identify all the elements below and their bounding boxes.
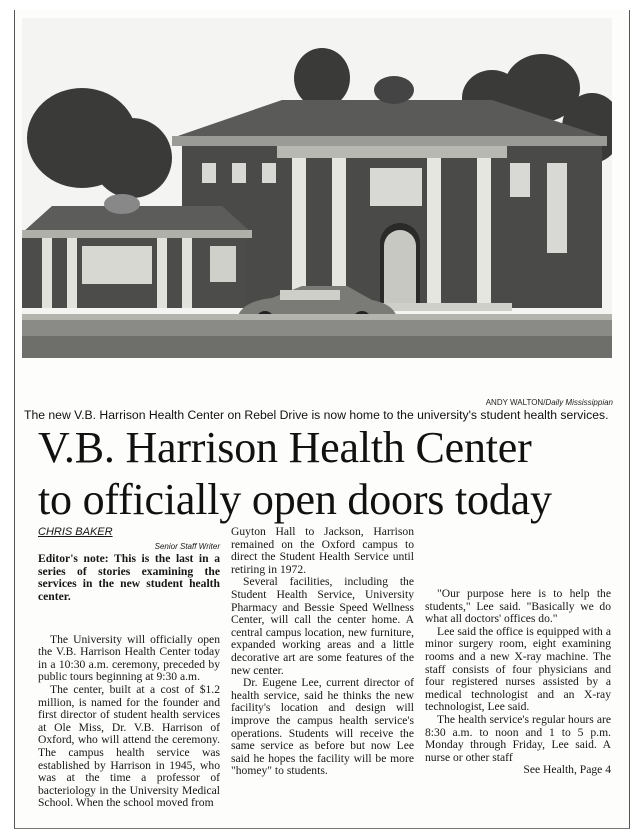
continued-jump-line: See Health, Page 4: [523, 763, 611, 777]
paragraph-5: "Our purpose here is to help the students," Lee said. "Basically we do what all doctors' offices do.": [425, 587, 611, 626]
paragraph-6: Lee said the office is equipped with a minor surgery room, eight examining rooms and a new X-ray machine. The staff consists of four physicians and four registered nurses assisted by a medical technologist and an X-ray technologist, Lee said.: [425, 624, 611, 714]
paragraph-2-continued: Guyton Hall to Jackson, Harrison remained on the Oxford campus to direct the Student Health Service until retiring in 1972.: [231, 525, 414, 576]
column-2: [231, 526, 414, 778]
column-3: [425, 526, 611, 777]
headline-line-2: to officially open doors today: [38, 475, 552, 524]
byline-author: CHRIS BAKER: [38, 526, 113, 538]
paragraph-3: Several facilities, including the Student Health Service, University Pharmacy and Bessie Speed Wellness Center, will call the center home. A central campus location, new furniture, expanded working areas and a little decorative art are some features of the new center.: [231, 575, 414, 677]
paragraph-2: The center, built at a cost of $1.2 million, is named for the founder and first director of student health services at Ole Miss, Dr. V.B. Harrison of Oxford, who will attend the ceremony. The campus health service was established by Harrison in 1945, who was at the time a professor of bacteriology in the University Medical School. When the school moved from: [38, 682, 220, 810]
health-center-photo: [22, 18, 612, 358]
photo-caption: The new V.B. Harrison Health Center on Rebel Drive is now home to the university's student health services.: [24, 408, 609, 422]
photo-credit: [486, 398, 613, 407]
credit-name: ANDY WALTON/: [485, 398, 546, 407]
headline-line-1: V.B. Harrison Health Center: [38, 423, 532, 472]
paragraph-1: The University will officially open the V.B. Harrison Health Center today in a 10:30 a.m. ceremony, preceded by public tours beginning at 9:30 a.m.: [38, 632, 220, 684]
paragraph-4: Dr. Eugene Lee, current director of health service, said he thinks the new facility's location and design will improve the campus health service's operations. Students will receive the same service as before but now Lee said he hopes the facility will be more "homey" to students.: [231, 676, 414, 778]
column-1: [38, 526, 220, 810]
credit-publication: Daily Mississippian: [545, 398, 613, 407]
byline-role: Senior Staff Writer: [154, 541, 220, 551]
paragraph-7: The health service's regular hours are 8:30 a.m. to noon and 1 to 5 p.m. Monday through Friday, Lee said. A nurse or other staff: [425, 712, 611, 764]
editors-note: Editor's note: This is the last in a series of stories examining the services in the new student health center.: [38, 552, 220, 603]
